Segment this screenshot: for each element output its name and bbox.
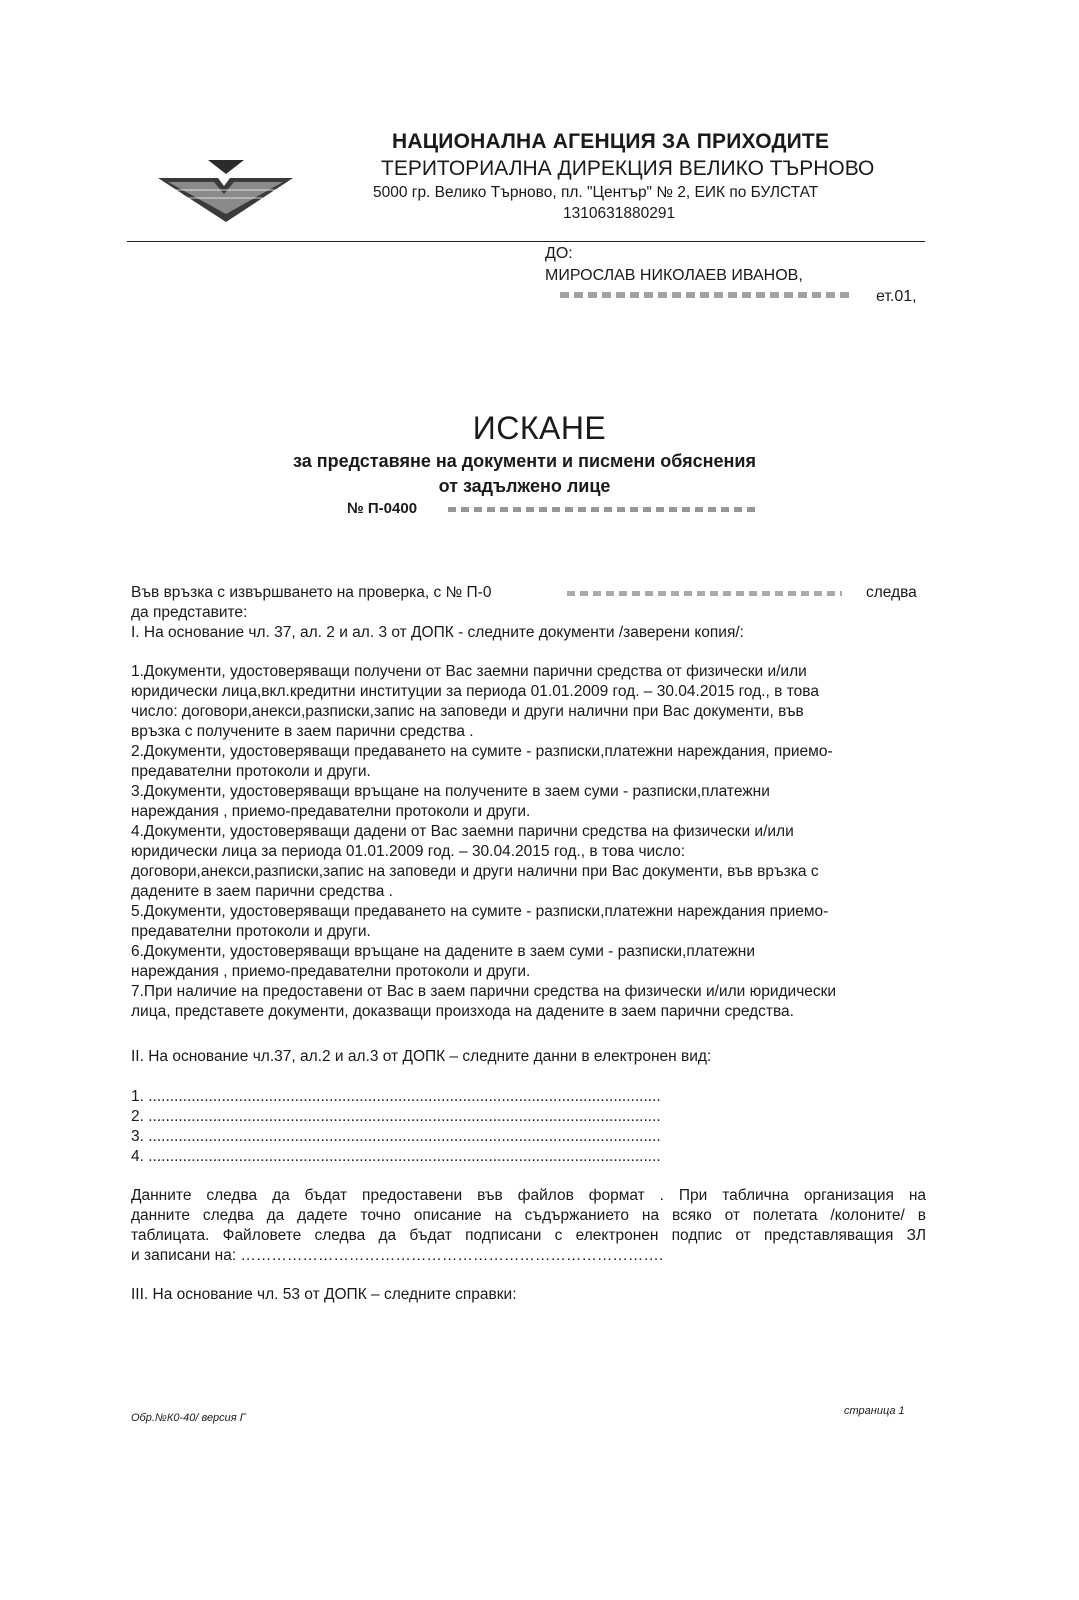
item-line: предавателни протоколи и други. (131, 763, 371, 780)
dotted-line-item: 3. ....................................................................................................................... (131, 1128, 661, 1145)
paragraph-line: и записани на: ………………………………………………………………………. (131, 1247, 664, 1264)
item-line: число: договори,анекси,разписки,запис на заповеди и други налични при Вас документи, във (131, 703, 804, 720)
item-line: 3.Документи, удостоверяващи връщане на получените в заем суми - разписки,платежни (131, 783, 770, 800)
document-title: ИСКАНЕ (472, 410, 607, 446)
section-2-heading: II. На основание чл.37, ал.2 и ал.3 от ДОПК – следните данни в електронен вид: (131, 1048, 712, 1065)
item-line: дадените в заем парични средства . (131, 883, 393, 900)
directorate-name: ТЕРИТОРИАЛНА ДИРЕКЦИЯ ВЕЛИКО ТЪРНОВО (381, 157, 875, 180)
dotted-line-item: 2. ....................................................................................................................... (131, 1108, 661, 1125)
item-line: нареждания , приемо-предавателни протоколи и други. (131, 963, 531, 980)
recipient-floor: ет.01, (876, 288, 917, 305)
section-1-heading: I. На основание чл. 37, ал. 2 и ал. 3 от ДОПК - следните документи /заверени копия/: (131, 624, 744, 641)
to-label: ДО: (545, 245, 573, 262)
item-line: 5.Документи, удостоверяващи предаването на сумите - разписки,платежни нареждания приемо- (131, 903, 829, 920)
recipient-name: МИРОСЛАВ НИКОЛАЕВ ИВАНОВ, (545, 267, 803, 284)
file-format-paragraph (131, 1186, 926, 1266)
intro-line-2: да представите: (131, 604, 248, 621)
bulstat-number: 1310631880291 (563, 205, 676, 222)
redacted-address (560, 292, 850, 298)
dotted-line-item: 1. ....................................................................................................................... (131, 1088, 661, 1105)
document-subtitle-2: от задължено лице (438, 476, 611, 496)
intro-line-end: следва (866, 584, 917, 601)
paragraph-line: таблицата. Файловете следва да бъдат подписани с електронен подпис от представляващия ЗЛ (131, 1227, 926, 1244)
item-line: 6.Документи, удостоверяващи връщане на дадените в заем суми - разписки,платежни (131, 943, 756, 960)
page-number: страница 1 (844, 1405, 905, 1417)
item-line: 1.Документи, удостоверяващи получени от Вас заемни парични средства от физически и/или (131, 663, 807, 680)
item-line: предавателни протоколи и други. (131, 923, 371, 940)
section-3-heading: III. На основание чл. 53 от ДОПК – следните справки: (131, 1286, 517, 1303)
item-line: лица, представете документи, доказващи произхода на дадените в заем парични средства. (131, 1003, 794, 1020)
redacted-document-number (448, 507, 758, 512)
item-line: 2.Документи, удостоверяващи предаването на сумите - разписки,платежни нареждания, приемо- (131, 743, 833, 760)
header-divider (127, 241, 925, 242)
document-number: № П-0400 (347, 500, 418, 517)
paragraph-line: Данните следва да бъдат предоставени във файлов формат . При таблична организация на (131, 1187, 926, 1204)
item-line: 4.Документи, удостоверяващи дадени от Вас заемни парични средства на физически и/или (131, 823, 794, 840)
intro-line: Във връзка с извършването на проверка, с № П-0 (131, 584, 492, 601)
section-1-items (131, 662, 836, 1022)
agency-name: НАЦИОНАЛНА АГЕНЦИЯ ЗА ПРИХОДИТЕ (392, 130, 830, 153)
dotted-line-item: 4. ....................................................................................................................... (131, 1148, 661, 1165)
form-code: Обр.№К0-40/ версия Г (131, 1412, 246, 1424)
item-line: договори,анекси,разписки,запис на заповеди и други налични при Вас документи, във връзка с (131, 863, 819, 880)
item-line: връзка с получените в заем парични средства . (131, 723, 474, 740)
agency-address: 5000 гр. Велико Търново, пл. "Център" № 2, ЕИК по БУЛСТАТ (373, 184, 819, 201)
redacted-inspection-number (567, 591, 842, 596)
document-subtitle: за представяне на документи и писмени обяснения (293, 451, 756, 471)
item-line: нареждания , приемо-предавателни протоколи и други. (131, 803, 531, 820)
paragraph-line: данните следва да дадете точно описание на съдържанието на всяко от полетата /колоните/ в (131, 1207, 926, 1224)
item-line: юридически лица за периода 01.01.2009 год. – 30.04.2015 год., в това число: (131, 843, 686, 860)
item-line: юридически лица,вкл.кредитни институции за периода 01.01.2009 год. – 30.04.2015 год., в това (131, 683, 819, 700)
item-line: 7.При наличие на предоставени от Вас в заем парични средства на физически и/или юридически (131, 983, 837, 1000)
electronic-data-list (131, 1087, 661, 1167)
nra-logo (158, 160, 293, 222)
